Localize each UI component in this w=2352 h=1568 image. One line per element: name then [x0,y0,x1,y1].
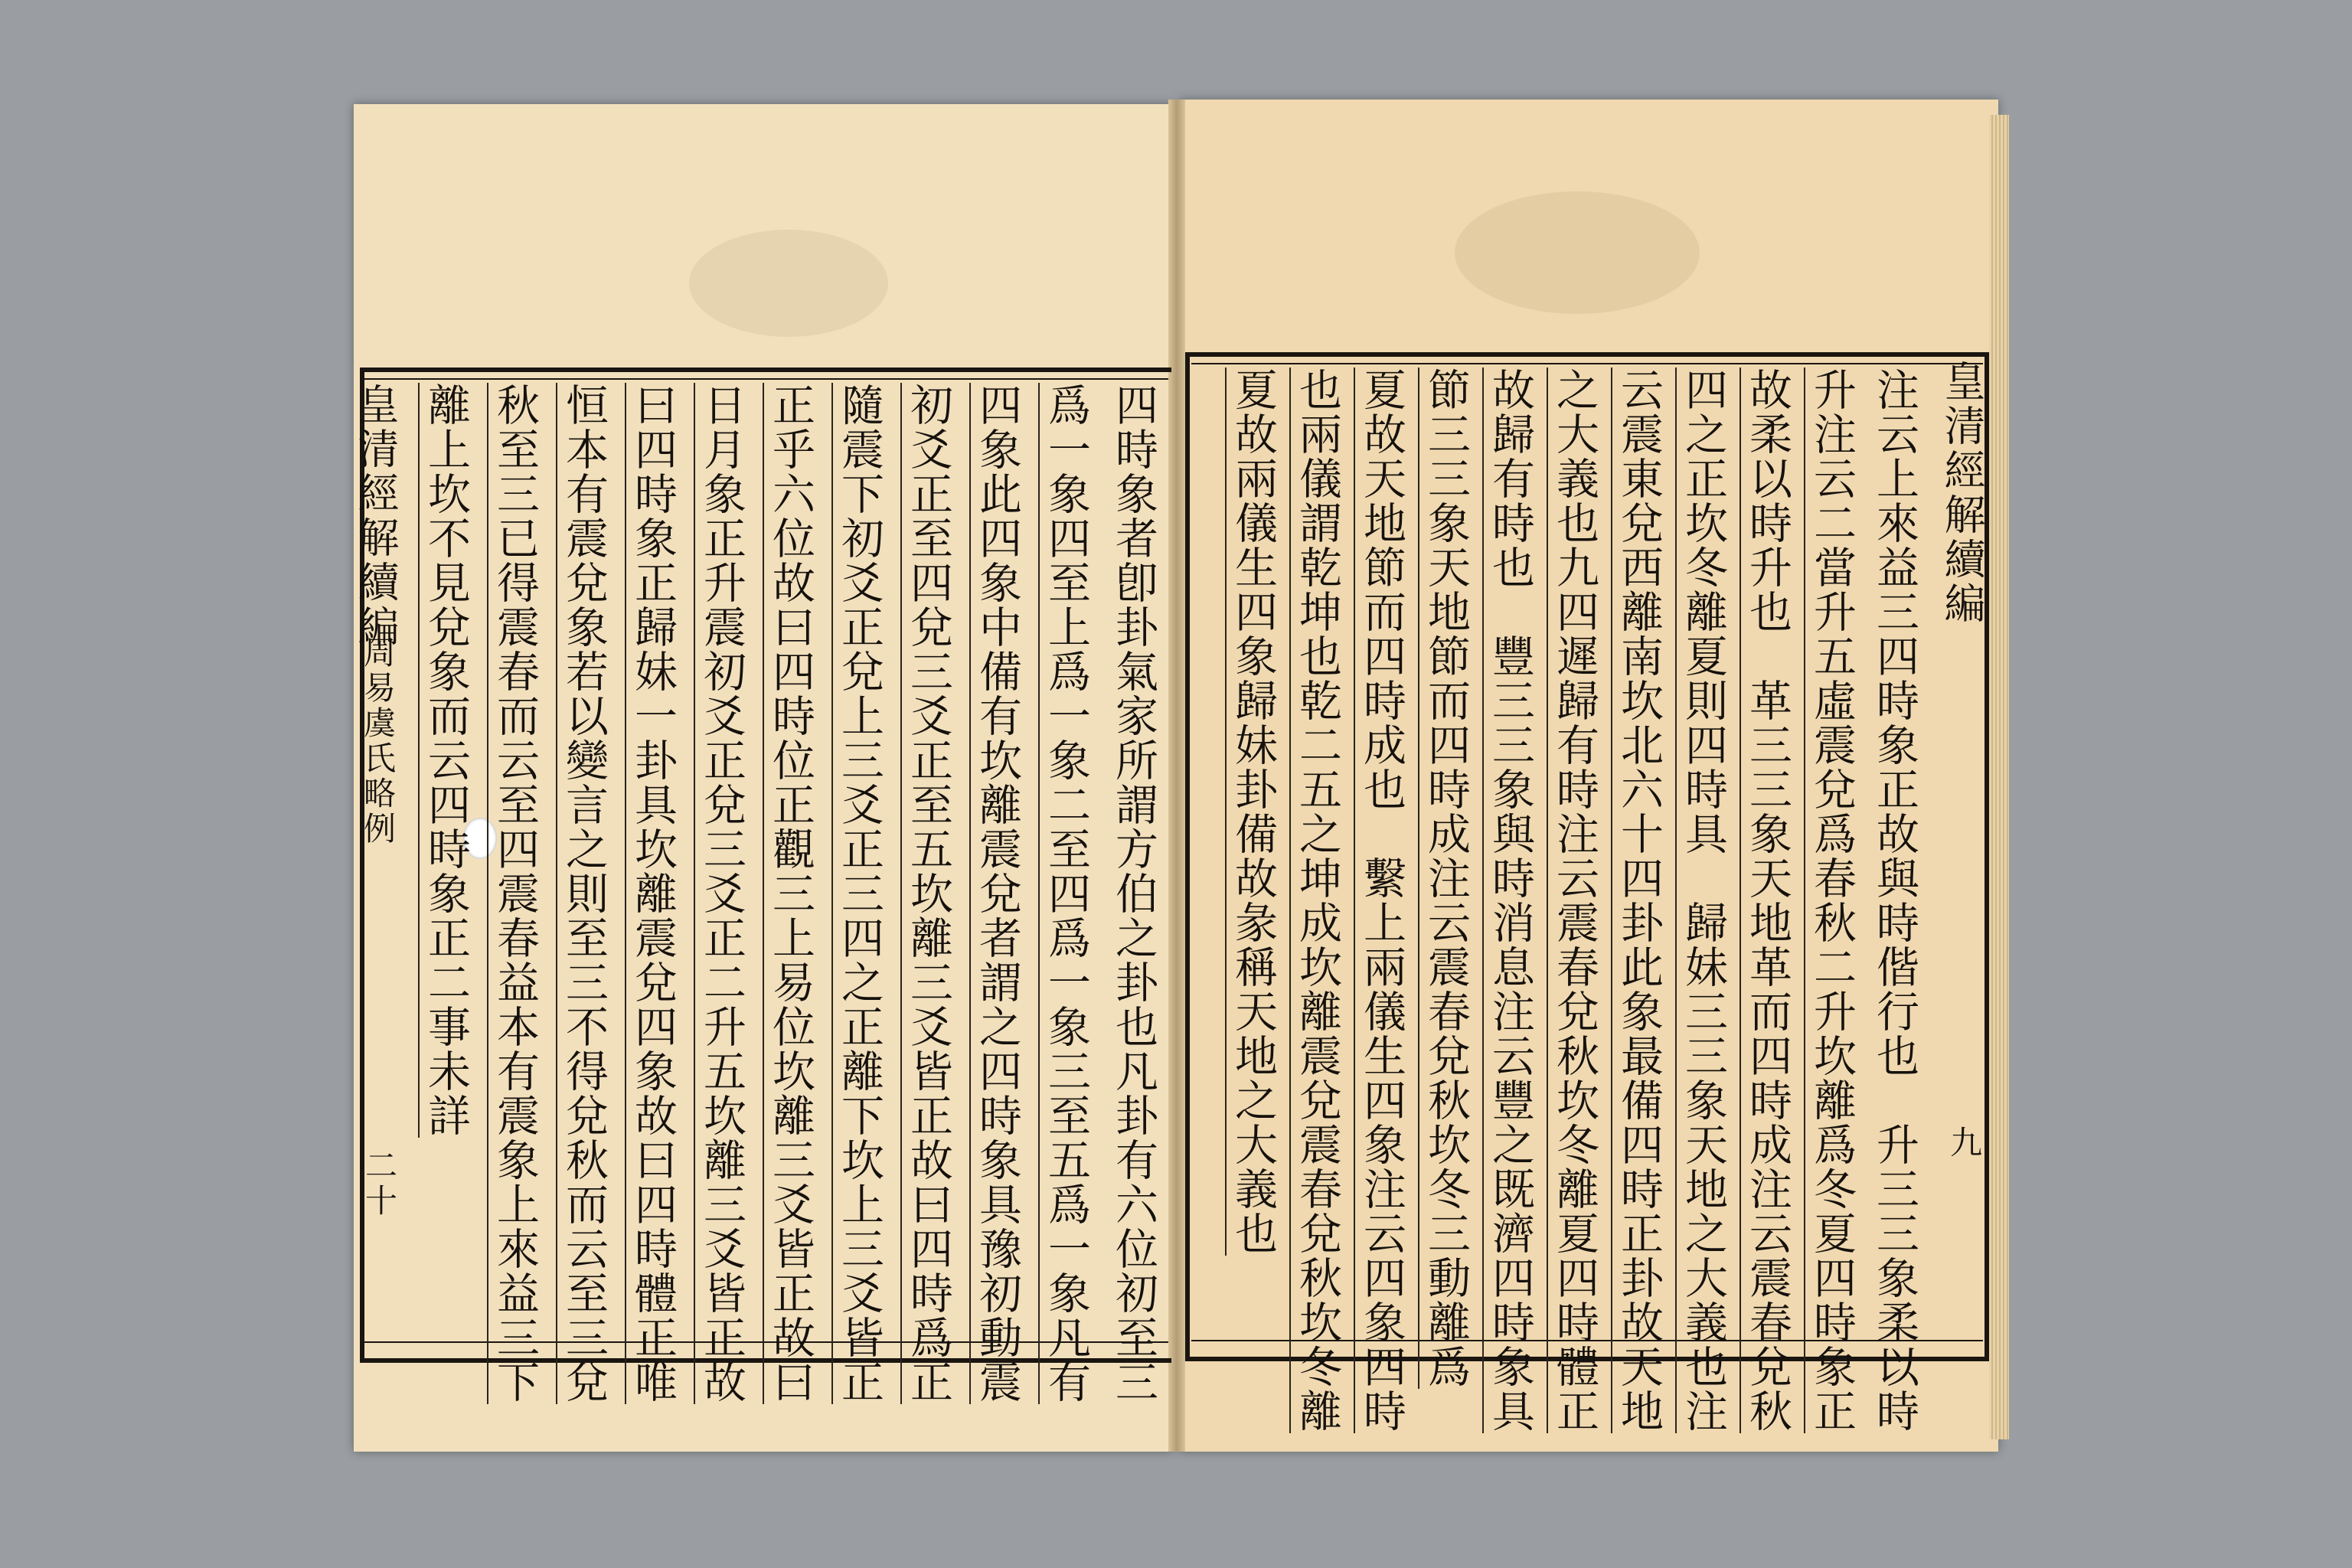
right-margin-page-number: 九 [1945,1125,1983,1161]
left-margin-title: 皇清經解續編 [351,383,400,649]
paper-stain [1455,191,1700,314]
paper-stain [689,230,888,337]
left-column-8: 曰四時象正歸妹一卦具坎離震兌四象故曰四時體正唯 [625,383,678,1404]
left-column-6: 正乎六位故曰四時位正觀三上易位坎離三爻皆正故曰 [763,383,816,1404]
right-column-6: 之大義也九四遲歸有時注云震春兌秋坎冬離夏四時體正 [1547,368,1600,1433]
right-margin-title: 皇清經解續編 [1938,360,1986,626]
left-column-3: 四象此四象中備有坎離震兌者謂之四時象具豫初動震 [969,383,1023,1404]
left-column-4: 初爻正至四兌三爻正至五坎離三爻皆正故曰四時爲正 [900,383,954,1404]
left-column-7: 日月象正升震初爻正兌三爻正二升五坎離三爻皆正故 [694,383,747,1404]
left-margin-page-number: 二十 [361,1148,398,1219]
right-column-9: 夏故天地節而四時成也 繫上兩儀生四象注云四象四時 [1354,368,1407,1433]
right-column-2: 升注云二當升五虛震兌爲春秋二升坎離爲冬夏四時象正 [1804,368,1857,1433]
left-column-1: 四時象者卽卦氣家所謂方伯之卦也凡卦有六位初至三 [1109,383,1158,1404]
left-column-5: 隨震下初爻正兌上三爻正三四之正離下坎上三爻皆正 [831,383,885,1404]
left-column-9: 恒本有震兌象若以變言之則至三不得兌秋而云至三兌 [556,383,609,1404]
page-edge-stack [1989,115,2009,1439]
right-column-5: 云震東兌西離南坎北六十四卦此象最備四時正卦故天地 [1611,368,1664,1433]
left-margin-chapter: 周易虞氏略例 [359,635,397,847]
right-column-11: 夏故兩儀生四象歸妹卦備故彖稱天地之大義也 [1225,368,1279,1256]
right-column-1: 注云上來益三四時象正故與時偕行也 升三三象柔以時 [1870,368,1919,1433]
right-column-3: 故柔以時升也 革三三象天地革而四時成注云震春兌秋 [1740,368,1793,1433]
left-column-11: 離上坎不見兌象而云四時象正二事未詳 [418,383,472,1138]
right-column-10: 也兩儀謂乾坤也乾二五之坤成坎離震兌震春兌秋坎冬離 [1289,368,1343,1433]
left-column-2: 爲一象四至上爲一象二至四爲一象三至五爲一象凡有 [1038,383,1092,1404]
left-column-10: 秋至三已得震春而云至四震春益本有震象上來益三下 [487,383,541,1404]
right-column-4: 四之正坎冬離夏則四時具 歸妹三三象天地之大義也注 [1675,368,1729,1433]
right-column-7: 故歸有時也 豐三三象與時消息注云豐之既濟四時象具 [1482,368,1536,1433]
right-inner-rule [1191,363,1983,364]
right-column-8: 節三三象天地節而四時成注云震春兌秋坎冬三動離爲 [1418,368,1472,1389]
left-inner-rule [364,378,1168,380]
